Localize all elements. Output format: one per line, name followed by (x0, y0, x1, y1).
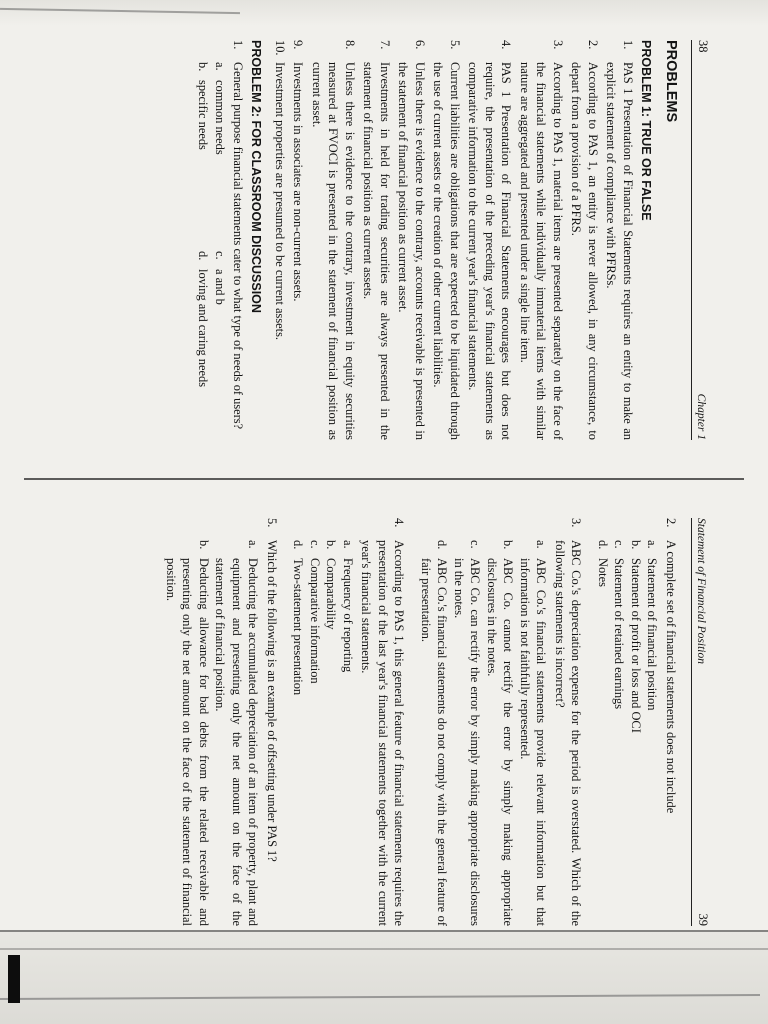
item-text: Unless there is evidence to the contrary, accounts receivable is presented in the statement of financial position as current asset. (396, 62, 427, 440)
item-text: Investment properties are presumed to be current assets. (273, 62, 287, 341)
option-text: Notes (596, 558, 610, 587)
problem1-list (272, 40, 637, 440)
question-3 (418, 518, 585, 926)
question-stem (552, 518, 585, 926)
page-edge-line (0, 930, 768, 932)
item-text: According to PAS 1, this general feature of financial statements requires the presentation of the last year's financial statements together with the current year's financial statements. (359, 540, 407, 926)
left-running-head (691, 40, 714, 440)
problem1-item (430, 40, 463, 440)
item-number: 3. (551, 40, 565, 50)
item-text: A complete set of financial statements does not include (664, 540, 678, 814)
problem1-item (290, 40, 307, 440)
page-gutter (24, 478, 744, 480)
option (163, 540, 213, 926)
question-stem (663, 518, 680, 926)
problem1-item (395, 40, 428, 440)
item-number: 9. (291, 40, 306, 50)
binder-clip-mark (8, 955, 20, 1003)
option (307, 540, 324, 926)
option (340, 540, 357, 926)
problem1-item (309, 40, 359, 440)
left-page (24, 10, 744, 465)
item-number: 2. (664, 518, 678, 528)
option (212, 62, 229, 251)
option (195, 62, 212, 251)
option-letter: a. (341, 540, 355, 549)
option (484, 540, 517, 926)
option-text: specific needs (196, 80, 211, 150)
section-heading-problems: PROBLEMS (663, 40, 679, 123)
right-page-number: 39 (696, 913, 710, 926)
item-text: PAS 1 Presentation of Financial Statements requires an entity to make an explicit statement of compliance with PFRSs. (604, 62, 635, 440)
left-running-title: Chapter 1 (695, 393, 707, 440)
option (611, 540, 628, 926)
right-running-head (691, 518, 714, 926)
problem1-item (272, 40, 289, 440)
option-row (195, 62, 212, 440)
question-stem (264, 518, 281, 926)
option-letter: b. (197, 540, 211, 550)
option-letter: c. (308, 540, 322, 549)
problem1-heading: PROBLEM 1: TRUE OR FALSE (639, 40, 653, 221)
problem1-item (603, 40, 636, 440)
item-text: Current liabilities are obligations that are expected to be liquidated through the use of current assets or the creation of other current liabilities. (431, 62, 462, 440)
problem1-item (360, 40, 393, 440)
option (212, 251, 229, 440)
item-number: 5. (265, 518, 279, 528)
option-text: Deducting the accumulated depreciation of an item of property, plant and equipment and presenting only the net amount on the face of the statement of financial position. (213, 558, 261, 926)
option (195, 251, 212, 440)
question-5 (163, 518, 281, 926)
option-text: ABC Co. can rectify the error by simply making appropriate disclosures in the notes. (452, 558, 483, 926)
option-letter: c. (468, 540, 483, 549)
option-letter: d. (596, 540, 610, 550)
option-text: Frequency of reporting (341, 558, 355, 673)
item-number: 7. (378, 40, 392, 50)
option-text: common needs (213, 80, 227, 155)
option-text: Deducting allowance for bad debts from the related receivable and presenting only the net amount on the face of the statement of financial position. (164, 558, 211, 926)
problem1-item (517, 40, 567, 440)
item-text: Investments in associates are non-current assets. (291, 62, 306, 302)
item-number: 5. (448, 40, 462, 50)
item-text: According to PAS 1, an entity is never allowed, in any circumstance, to depart from a provision of a PFRS. (569, 62, 600, 440)
option-letter: a. (246, 540, 261, 549)
item-text: Unless there is evidence to the contrary, investment in equity securities measured at FVOCI is presented in the statement of financial position as current asset. (310, 62, 357, 440)
option (323, 540, 340, 926)
item-text: Investments in held for trading securities are always presented in the statement of financial position as current assets. (361, 62, 392, 440)
option-text: Statement of financial position (645, 558, 660, 711)
item-number: 6. (413, 40, 427, 50)
scan-bottom-edge (0, 930, 768, 1024)
option-letter: b. (196, 62, 211, 72)
option-letter: a. (645, 540, 660, 549)
item-number: 8. (343, 40, 357, 50)
option (595, 540, 612, 926)
right-page (24, 493, 744, 948)
page-edge-line (0, 948, 768, 950)
item-text: Which of the following is an example of offsetting under PAS 1? (265, 540, 279, 862)
option-text: Statement of profit or loss and OCI (629, 558, 643, 733)
option (212, 540, 262, 926)
option-letter: d. (435, 540, 450, 550)
item-number: 10. (273, 40, 287, 56)
option-text: ABC Co. cannot rectify the error by simply making appropriate disclosures in the notes. (485, 558, 516, 926)
right-running-title: Statement of Financial Position (695, 518, 707, 664)
item-text: General purpose financial statements cater to what type of needs of users? (231, 62, 246, 430)
option-text: Two-statement presentation (291, 558, 306, 696)
item-number: 3. (569, 518, 584, 528)
item-number: 4. (499, 40, 514, 50)
option-text: Comparability (324, 558, 339, 630)
item-number: 2. (586, 40, 600, 50)
problem1-item (568, 40, 601, 440)
option-row (212, 62, 229, 440)
option-letter: b. (324, 540, 339, 550)
left-page-number: 38 (696, 40, 710, 53)
item-text: PAS 1 Presentation of Financial Statements encourages but does not require, the presentation of the preceding year's financial statements as comparative information to the current year's financial statements. (466, 62, 514, 440)
option-text: ABC Co.'s financial statements provide relevant information but that information is not faithfully represented. (518, 558, 549, 926)
item-text: ABC Co.'s depreciation expense for the period is overstated. Which of the following statements is incorrect? (553, 540, 584, 926)
option-letter: b. (629, 540, 643, 550)
problem2-question (230, 40, 247, 440)
option (628, 540, 645, 926)
option-text: Comparative information (308, 558, 322, 684)
option (290, 540, 307, 926)
item-text: According to PAS 1, material items are presented separately on the face of the financial statements while individually immaterial items with similar nature are aggregated and presented under a single line item. (518, 62, 565, 440)
option-letter: b. (501, 540, 516, 550)
option-text: Statement of retained earnings (612, 558, 627, 710)
option-letter: d. (196, 251, 211, 261)
problem2-heading: PROBLEM 2: FOR CLASSROOM DISCUSSION (249, 40, 264, 313)
option (517, 540, 550, 926)
book-spread (24, 10, 744, 950)
item-number: 1. (231, 40, 246, 50)
option-letter: a. (213, 62, 227, 71)
option-text: a and b (213, 269, 227, 305)
option-letter: a. (534, 540, 549, 549)
question-4 (290, 518, 408, 926)
option-letter: c. (213, 251, 227, 260)
question-stem (358, 518, 408, 926)
option-text: loving and caring needs (196, 269, 211, 388)
option-text: ABC Co.'s financial statements do not comply with the general feature of fair presentation. (419, 558, 450, 926)
option-letter: c. (612, 540, 627, 549)
option (644, 540, 661, 926)
option (418, 540, 451, 926)
problem1-item (465, 40, 515, 440)
option (451, 540, 484, 926)
option-letter: d. (291, 540, 306, 550)
item-number: 4. (392, 518, 407, 528)
question-2 (595, 518, 680, 926)
item-number: 1. (621, 40, 635, 50)
